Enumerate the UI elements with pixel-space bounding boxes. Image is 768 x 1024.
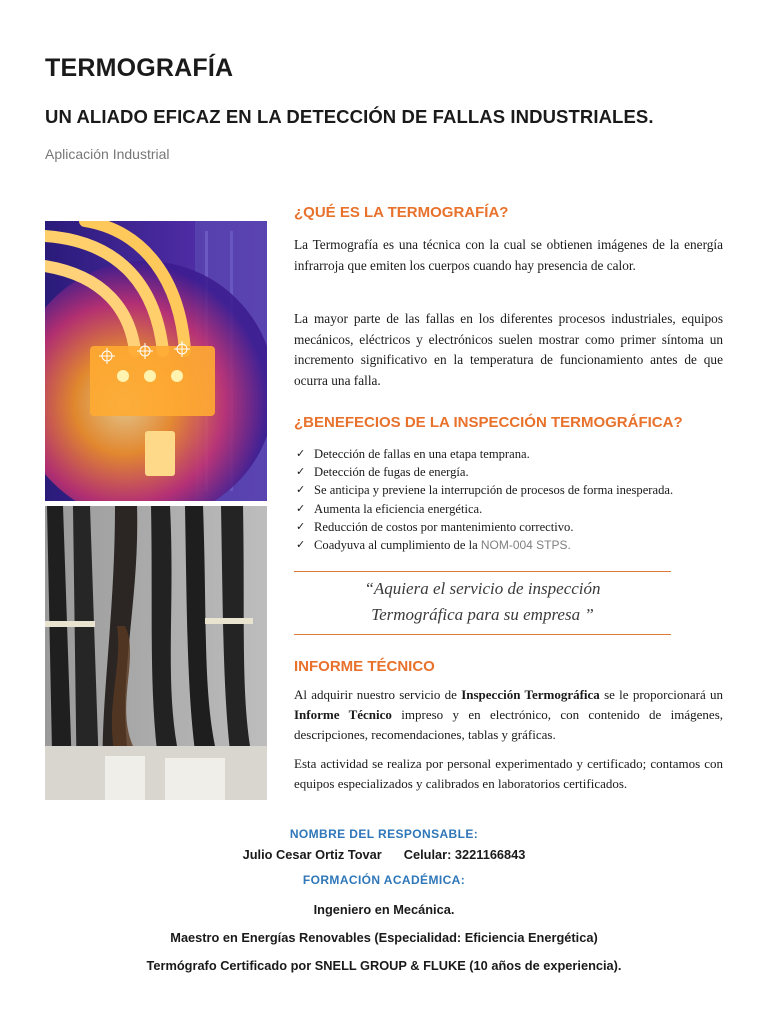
- informe-paragraph-2: Esta actividad se realiza por personal experimentado y certificado; contamos con equipos especializados y calibrados en laboratorios certificados.: [294, 756, 723, 791]
- que-es-paragraph-2: La mayor parte de las fallas en los diferentes procesos industriales, equipos mecánicos, eléctricos y electrónicos suelen mostrar como primer síntoma un incremento significativo en la temperatura de funcionamiento antes de que ocurra una falla.: [294, 311, 723, 388]
- degree-item: Ingeniero en Mecánica.: [313, 902, 455, 917]
- benefit-item: ✓ Reducción de costos por mantenimiento correctivo.: [294, 518, 723, 536]
- benefits-list: [294, 445, 723, 554]
- benefit-item: ✓ Detección de fallas en una etapa temprana.: [294, 445, 723, 463]
- check-icon: ✓: [296, 484, 306, 497]
- benefit-last-text: Coadyuva al cumplimiento de la: [314, 538, 481, 553]
- page-title: TERMOGRAFÍA: [45, 54, 234, 82]
- responsable-info: [0, 847, 768, 862]
- check-icon: ✓: [296, 520, 306, 533]
- page-subtitle: UN ALIADO EFICAZ EN LA DETECCIÓN DE FALLAS INDUSTRIALES.: [45, 106, 654, 127]
- quote-bottom-rule: [294, 634, 671, 635]
- quote-line-2: Termográfica para su empresa ”: [371, 605, 594, 624]
- que-es-paragraph-1: La Termografía es una técnica con la cual se obtienen imágenes de la energía infrarroja que emiten los cuerpos cuando hay presencia de calor.: [294, 237, 723, 273]
- category-label: Aplicación Industrial: [45, 146, 170, 162]
- check-icon: ✓: [296, 502, 306, 515]
- responsable-name: Julio Cesar Ortiz Tovar: [242, 847, 382, 862]
- benefit-item: [294, 536, 723, 554]
- degree-item: Maestro en Energías Renovables (Especialidad: Eficiencia Energética): [170, 930, 598, 945]
- check-icon: ✓: [296, 539, 306, 552]
- service-quote: [294, 576, 671, 628]
- benefit-item: ✓ Detección de fugas de energía.: [294, 463, 723, 481]
- degree-item: Termógrafo Certificado por SNELL GROUP & FLUKE (10 años de experiencia).: [146, 958, 622, 973]
- informe-heading: INFORME TÉCNICO: [294, 658, 435, 675]
- beneficios-heading: ¿BENEFECIOS DE LA INSPECCIÓN TERMOGRÁFICA?: [294, 414, 683, 431]
- quote-line-1: “Aquiera el servicio de inspección: [364, 579, 601, 598]
- responsable-phone: Celular: 3221166843: [403, 847, 526, 862]
- que-es-heading: ¿QUÉ ES LA TERMOGRAFÍA?: [294, 204, 509, 221]
- benefit-item: ✓ Se anticipa y previene la interrupción de procesos de forma inesperada.: [294, 481, 723, 499]
- benefit-item: ✓ Aumenta la eficiencia energética.: [294, 500, 723, 518]
- informe-paragraph-1: Al adquirir nuestro servicio de Inspección Termográfica se le proporcionará un Informe Técnico impreso y en electrónico, con contenido de imágenes, descripciones, recomendaciones, tablas y gráficas.: [294, 687, 724, 742]
- formacion-label: FORMACIÓN ACADÉMICA:: [302, 873, 466, 887]
- quote-top-rule: [294, 571, 671, 572]
- check-icon: ✓: [296, 466, 306, 479]
- thermal-photo-icon: [45, 221, 267, 501]
- check-icon: ✓: [296, 448, 306, 460]
- burned-cables-photo-icon: [45, 506, 267, 800]
- informe-bold-service: Inspección Termográfica: [461, 687, 600, 702]
- responsable-label: NOMBRE DEL RESPONSABLE:: [289, 827, 479, 841]
- informe-bold-report: Informe Técnico: [294, 707, 392, 722]
- norm-reference: NOM-004 STPS.: [480, 538, 571, 553]
